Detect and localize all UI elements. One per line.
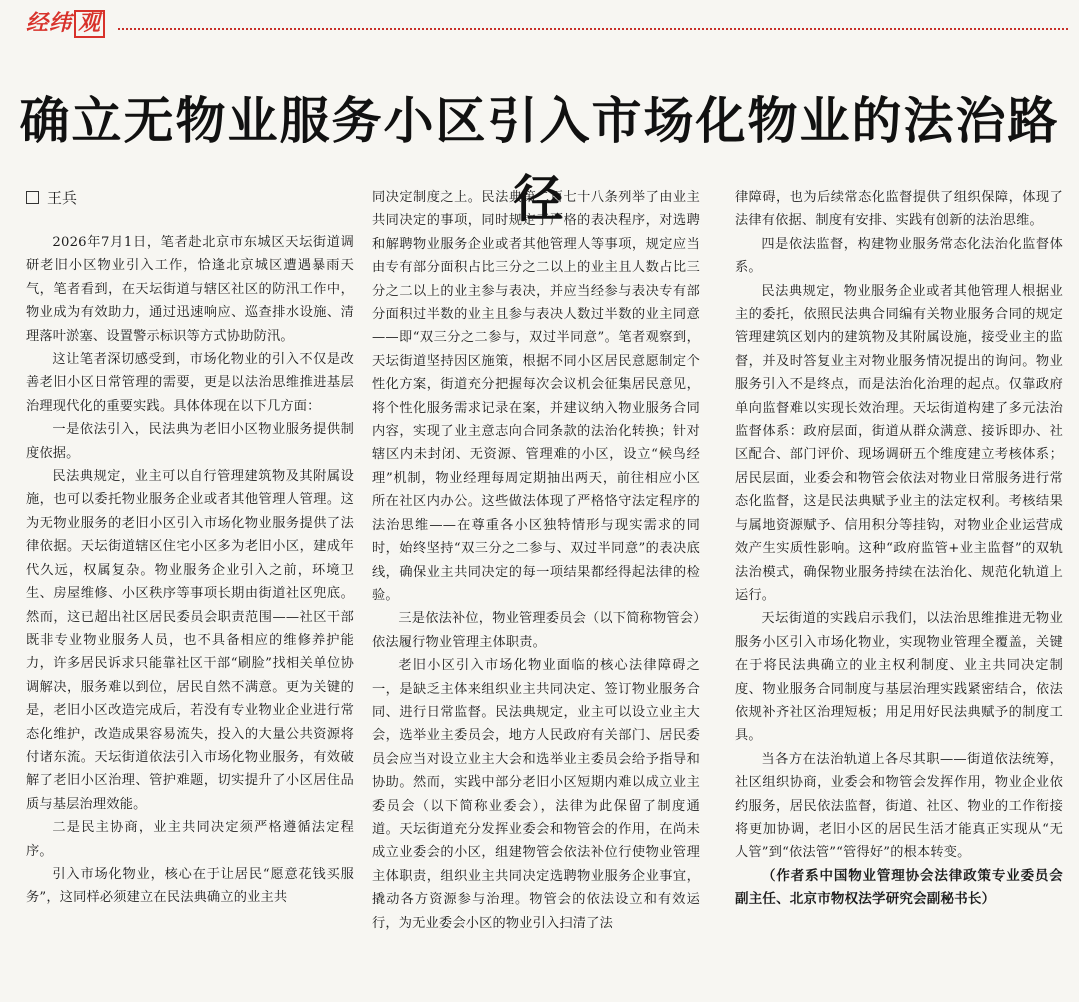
- column-1: [26, 231, 354, 910]
- paragraph: 当各方在法治轨道上各尽其职——街道依法统筹，社区组织协商，业委会和物管会发挥作用，物业企业依约服务，居民依法监督，街道、社区、物业的工作衔接将更加协调，老旧小区的居民生活才能真正实现从“无人管”到“依法管”“管得好”的根本转变。: [735, 751, 1063, 861]
- header-divider: [118, 28, 1068, 30]
- column-name: 经纬: [26, 11, 73, 36]
- square-icon: [26, 191, 39, 204]
- section-heading: 一是依法引入，民法典为老旧小区物业服务提供制度依据。: [26, 422, 354, 461]
- paragraph: 民法典规定，物业服务企业或者其他管理人根据业主的委托，依照民法典合同编有关物业服务合同的规定管理建筑区划内的建筑物及其附属设施，接受业主的监督，并及时答复业主对物业服务情况提出的询问。物业服务引入不是终点，而是法治化治理的起点。仅靠政府单向监督难以实现长效治理。天坛街道构建了多元法治监督体系：政府层面，街道从群众满意、接诉即办、社区配合、部门评价、现场调研五个维度建立考核体系；居民层面，业委会和物管会依法对物业日常服务进行常态化监督，这是民法典赋予业主的法定权利。考核结果与属地资源赋予、信用积分等挂钩，对物业企业运营成效产生实质性影响。这种“政府监管+业主监督”的双轨法治模式，确保物业服务持续在法治化、规范化轨道上运行。: [735, 283, 1063, 603]
- section-heading: 四是依法监督，构建物业服务常态化法治化监督体系。: [735, 236, 1063, 276]
- paragraph: 2026年7月1日，笔者赴北京市东城区天坛街道调研老旧小区物业引入工作，恰逢北京城区遭遇暴雨天气，笔者看到，在天坛街道与辖区社区的防汛工作中，物业成为有效助力，通过迅速响应、巡查排水设施、清理落叶淤塞、设置警示标识等方式协助防汛。: [26, 235, 354, 344]
- paragraph: 律障碍，也为后续常态化监督提供了组织保障，体现了法律有依据、制度有安排、实践有创新的法治思维。: [735, 190, 1063, 229]
- column-2: [372, 186, 700, 935]
- column-logo: [26, 4, 105, 44]
- paragraph: 引入市场化物业，核心在于让居民“愿意花钱买服务”，这同样必须建立在民法典确立的业主共: [26, 866, 354, 906]
- section-heading: 三是依法补位，物业管理委员会（以下简称物管会）依法履行物业管理主体职责。: [372, 611, 700, 650]
- column-header: [18, 4, 1068, 44]
- article-title: 确立无物业服务小区引入市场化物业的法治路径: [19, 92, 1060, 228]
- author-name: 王兵: [47, 189, 78, 207]
- column-3: [735, 186, 1063, 911]
- paragraph: 同决定制度之上。民法典第二百七十八条列举了由业主共同决定的事项，同时规定了严格的表决程序，对选聘和解聘物业服务企业或者其他管理人等事项，规定应当由专有部分面积占比三分之二以上的业主且人数占比三分之二以上的业主参与表决，并应当经参与表决专有部分面积过半数的业主且参与表决人数过半数的业主同意——即“双三分之二参与，双过半同意”。笔者观察到，天坛街道坚持因区施策，根据不同小区居民意愿制定个性化方案，街道充分把握每次会议机会征集居民意见，将个性化服务需求记录在案，并建议纳入物业服务合同内容，实现了业主意志向合同条款的法治化转换；针对辖区内未封闭、无资源、管理难的小区，设立“候鸟经理”机制，物业经理每周定期抽出两天，前往相应小区所在社区内办公。这些做法体现了严格恪守法定程序的法治思维——在尊重各小区独特情形与现实需求的同时，始终坚持“双三分之二参与、双过半同意”的表决底线，确保业主共同决定的每一项结果都经得起法律的检验。: [372, 190, 700, 603]
- paragraph: 这让笔者深切感受到，市场化物业的引入不仅是改善老旧小区日常管理的需要，更是以法治思维推进基层治理现代化的重要实践。具体体现在以下几方面：: [26, 352, 354, 414]
- paragraph: 老旧小区引入市场化物业面临的核心法律障碍之一，是缺乏主体来组织业主共同决定、签订物业服务合同、进行日常监督。民法典规定，业主可以设立业主大会，选举业主委员会，地方人民政府有关部门、居民委员会应当对设立业主大会和选举业主委员会给予指导和协助。然而，实践中部分老旧小区短期内难以成立业主委员会（以下简称业委会），法律为此保留了制度通道。天坛街道充分发挥业委会和物管会的作用，在尚未成立业委会的小区，组建物管会依法补位行使物业管理主体职责，组织业主共同决定选聘物业服务企业事宜，撬动各方资源参与治理。物管会的依法设立和有效运行，为无业委会小区的物业引入扫清了法: [372, 658, 700, 931]
- paragraph: 天坛街道的实践启示我们，以法治思维推进无物业服务小区引入市场化物业，实现物业管理全覆盖，关键在于将民法典确立的业主权利制度、业主共同决定制度、物业服务合同制度与基层治理实践紧密结合，依法依规补齐社区治理短板；用足用好民法典赋予的制度工具。: [735, 611, 1063, 744]
- author-note: （作者系中国物业管理协会法律政策专业委员会副主任、北京市物权法学研究会副秘书长）: [735, 867, 1063, 907]
- section-heading: 二是民主协商，业主共同决定须严格遵循法定程序。: [26, 820, 354, 859]
- byline: [26, 187, 77, 208]
- paragraph: 民法典规定，业主可以自行管理建筑物及其附属设施，也可以委托物业服务企业或者其他管理人管理。这为无物业服务的老旧小区引入市场化物业服务提供了法律依据。天坛街道辖区住宅小区多为老旧小区，建成年代久远，权属复杂。物业服务企业引入之前，环境卫生、房屋维修、小区秩序等事项长期由街道社区兜底。然而，这已超出社区居民委员会职责范围——社区干部既非专业物业服务人员，也不具备相应的维修养护能力，许多居民诉求只能靠社区干部“刷脸”找相关单位协调解决，服务难以到位，居民自然不满意。更为关键的是，老旧小区改造完成后，若没有专业物业企业进行常态化维护，改造成果容易流失，投入的大量公共资源将付诸东流。天坛街道依法引入市场化物业服务，有效破解了老旧小区治理、管护难题，切实提升了小区居住品质与基层治理效能。: [26, 469, 354, 812]
- column-suffix: 观: [74, 10, 105, 38]
